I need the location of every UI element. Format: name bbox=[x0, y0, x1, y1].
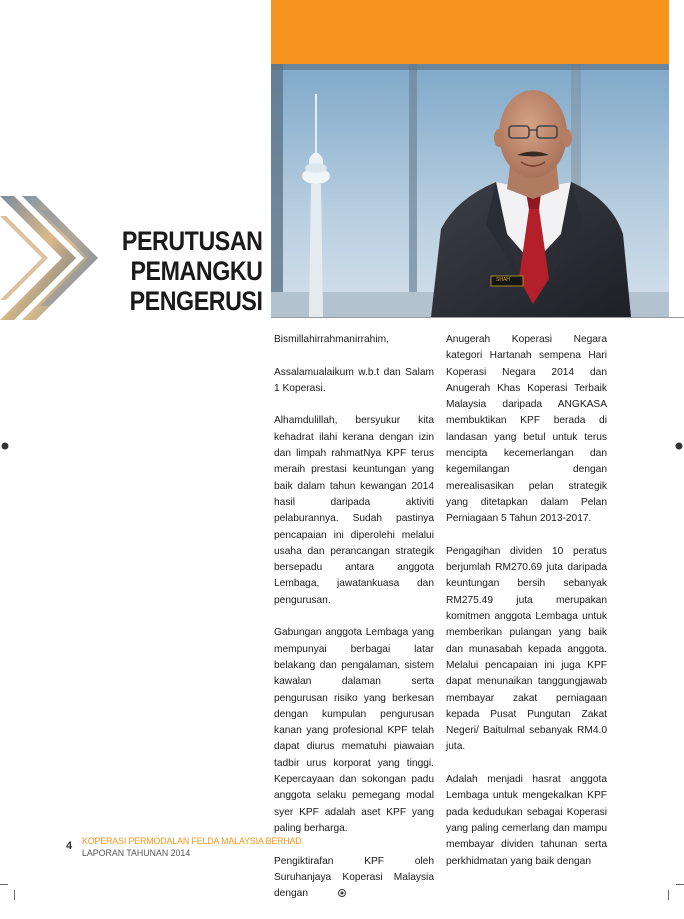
crop-mark bbox=[676, 884, 684, 885]
footer-report-title: LAPORAN TAHUNAN 2014 bbox=[82, 848, 191, 858]
crop-mark bbox=[668, 890, 669, 900]
body-paragraph: Gabungan anggota Lembaga yang mempunyai berbagai latar belakang dan pengalaman, sistem kawalan dalaman serta pengurusan risiko yang berkesan dengan kumpulan pengurusan kanan yang profesional KPF telah dapat diurus mematuhi piawaian tadbir urus korporat yang tinggi. Kepercayaan dan sokongan padu anggota selaku pemegang modal syer KPF adalah aset KPF yang paling berharga. bbox=[274, 627, 434, 834]
chairman-portrait-photo bbox=[271, 64, 669, 317]
registration-mark-right bbox=[674, 441, 684, 451]
page-title bbox=[99, 226, 263, 316]
title-line-2: PEMANGKU bbox=[130, 256, 263, 286]
chevron-decoration-icon bbox=[0, 196, 112, 320]
name-badge-text: SHAH bbox=[496, 277, 510, 283]
text-column-left bbox=[274, 332, 434, 919]
greeting-paragraph: Bismillahirrahmanirrahim, bbox=[274, 334, 389, 345]
body-paragraph: Adalah menjadi hasrat anggota Lembaga untuk mengekalkan KPF pada kedudukan sebagai Koperasi yang paling cemerlang dan mampu membayar dividen tahunan serta perkhidmatan yang baik dengan bbox=[446, 774, 607, 867]
footer-organization: KOPERASI PERMODALAN FELDA MALAYSIA BERHAD bbox=[82, 836, 302, 846]
body-paragraph: Pengagihan dividen 10 peratus berjumlah RM270.69 juta daripada keuntungan bersih sebanyak RM275.49 juta merupakan komitmen anggota Lembaga untuk memberikan pulangan yang baik dan munasabah kepada anggota. Melalui pencapaian ini juga KPF dapat menunaikan tanggungjawab membayar zakat perniagaan kepada Pusat Pungutan Zakat Negeri/ Baitulmal sebanyak RM4.0 juta. bbox=[446, 545, 607, 753]
photo-bottom-rule bbox=[271, 317, 684, 318]
title-line-1: PERUTUSAN bbox=[122, 226, 263, 256]
title-line-3: PENGERUSI bbox=[130, 286, 263, 316]
body-paragraph: Anugerah Koperasi Negara kategori Hartanah sempena Hari Koperasi Negara 2014 dan Anugerah Khas Koperasi Terbaik Malaysia daripada ANGKASA membuktikan KPF berada di landasan yang betul untuk terus mencipta kecemerlangan dan kegemilangan dengan merealisasikan pelan strategik yang ditetapkan dalam Pelan Perniagaan 5 Tahun 2013-2017. bbox=[446, 334, 607, 525]
text-column-right bbox=[446, 332, 607, 886]
body-paragraph: Alhamdulillah, bersyukur kita kehadrat ilahi kerana dengan izin dan limpah rahmatNya KPF terus meraih prestasi keuntungan yang baik dalam tahun kewangan 2014 hasil daripada aktiviti pelaburannya. Sudah pastinya pencapaian ini diperolehi melalui usaha dan perancangan strategik bersepadu antara anggota Lembaga, jawatankuasa dan pengurusan. bbox=[274, 415, 434, 606]
crop-mark bbox=[0, 884, 8, 885]
orange-header-band bbox=[271, 0, 669, 64]
registration-mark-left bbox=[0, 441, 10, 451]
salutation-paragraph: Assalamualaikum w.b.t dan Salam 1 Koperasi. bbox=[274, 366, 434, 394]
page-number: 4 bbox=[66, 840, 73, 852]
body-paragraph: Pengiktirafan KPF oleh Suruhanjaya Koperasi Malaysia dengan bbox=[274, 855, 434, 900]
crop-mark bbox=[14, 890, 15, 900]
